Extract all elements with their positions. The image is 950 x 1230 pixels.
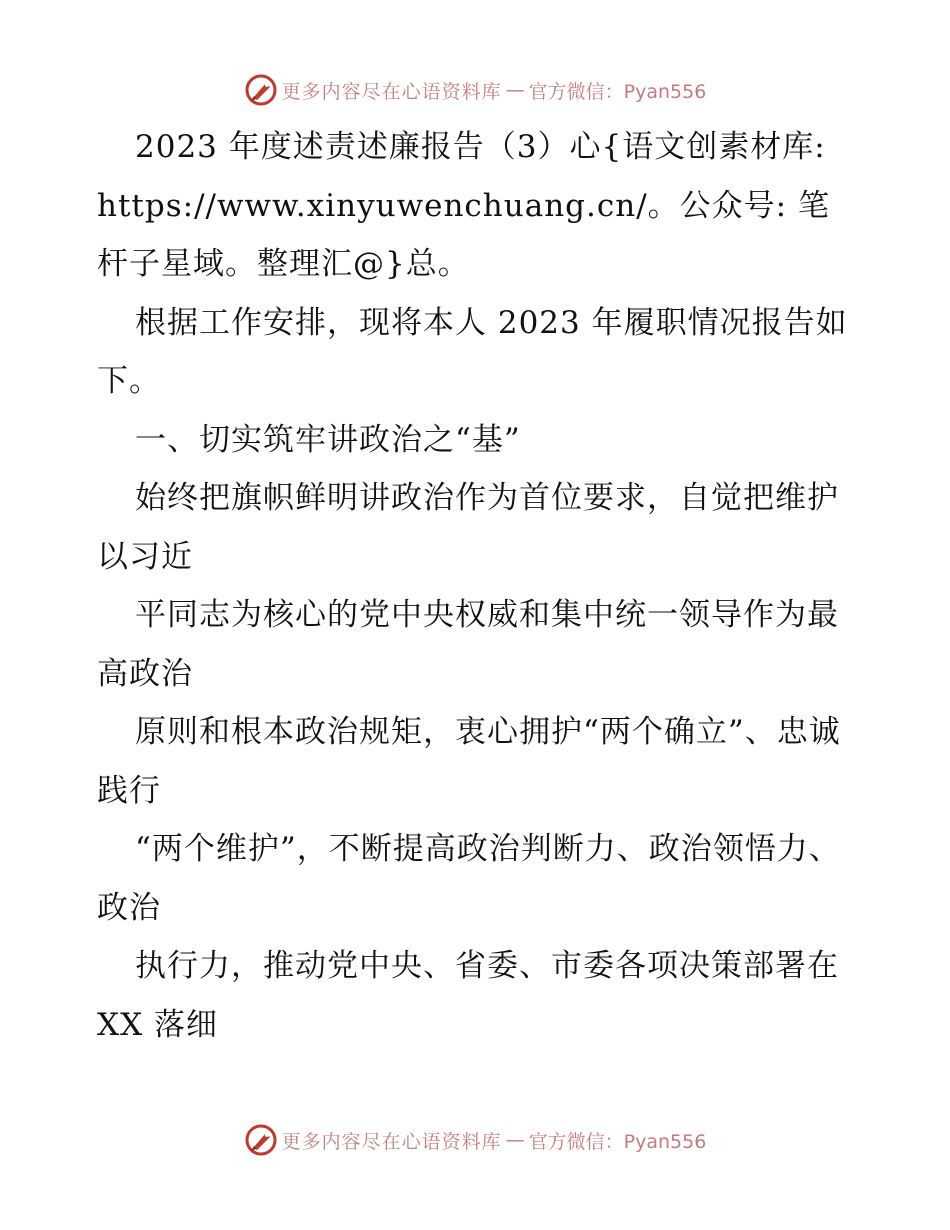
header-wechat-label: 官方微信：Pyan556 — [528, 80, 707, 103]
paragraph-body: 执行力，推动党中央、省委、市委各项决策部署在 XX 落细 — [97, 948, 839, 1043]
section-heading: 一、切实筑牢讲政治之“基” — [135, 421, 521, 458]
pen-nib-logo-icon — [244, 1123, 278, 1157]
paragraph-body: 平同志为核心的党中央权威和集中统一领导作为最高政治 — [97, 597, 839, 692]
footer-banner-separator: — — [505, 1129, 525, 1151]
paragraph-intro: 根据工作安排，现将本人 2023 年履职情况报告如下。 — [97, 304, 848, 399]
paragraph-body: 原则和根本政治规矩，衷心拥护“两个确立”、忠诚践行 — [97, 714, 841, 809]
paragraph-body: 始终把旗帜鲜明讲政治作为首位要求，自觉把维护以习近 — [97, 480, 839, 575]
footer-banner-text: 更多内容尽在心语资料库 — [281, 1130, 502, 1153]
pen-nib-logo-icon — [244, 73, 278, 107]
footer-wechat-label: 官方微信：Pyan556 — [528, 1130, 707, 1153]
paragraph-title: 2023 年度述责述廉报告（3）心{语文创素材库: https://www.xinyuwenchuang.cn/。公众号: 笔杆子星域。整理汇@}总。 — [97, 129, 830, 282]
footer-banner — [0, 1120, 950, 1160]
header-banner — [0, 70, 950, 110]
document-body — [97, 118, 857, 1054]
header-banner-text: 更多内容尽在心语资料库 — [281, 80, 502, 103]
header-banner-separator: — — [505, 79, 525, 101]
paragraph-body: “两个维护”，不断提高政治判断力、政治领悟力、政治 — [97, 831, 841, 926]
